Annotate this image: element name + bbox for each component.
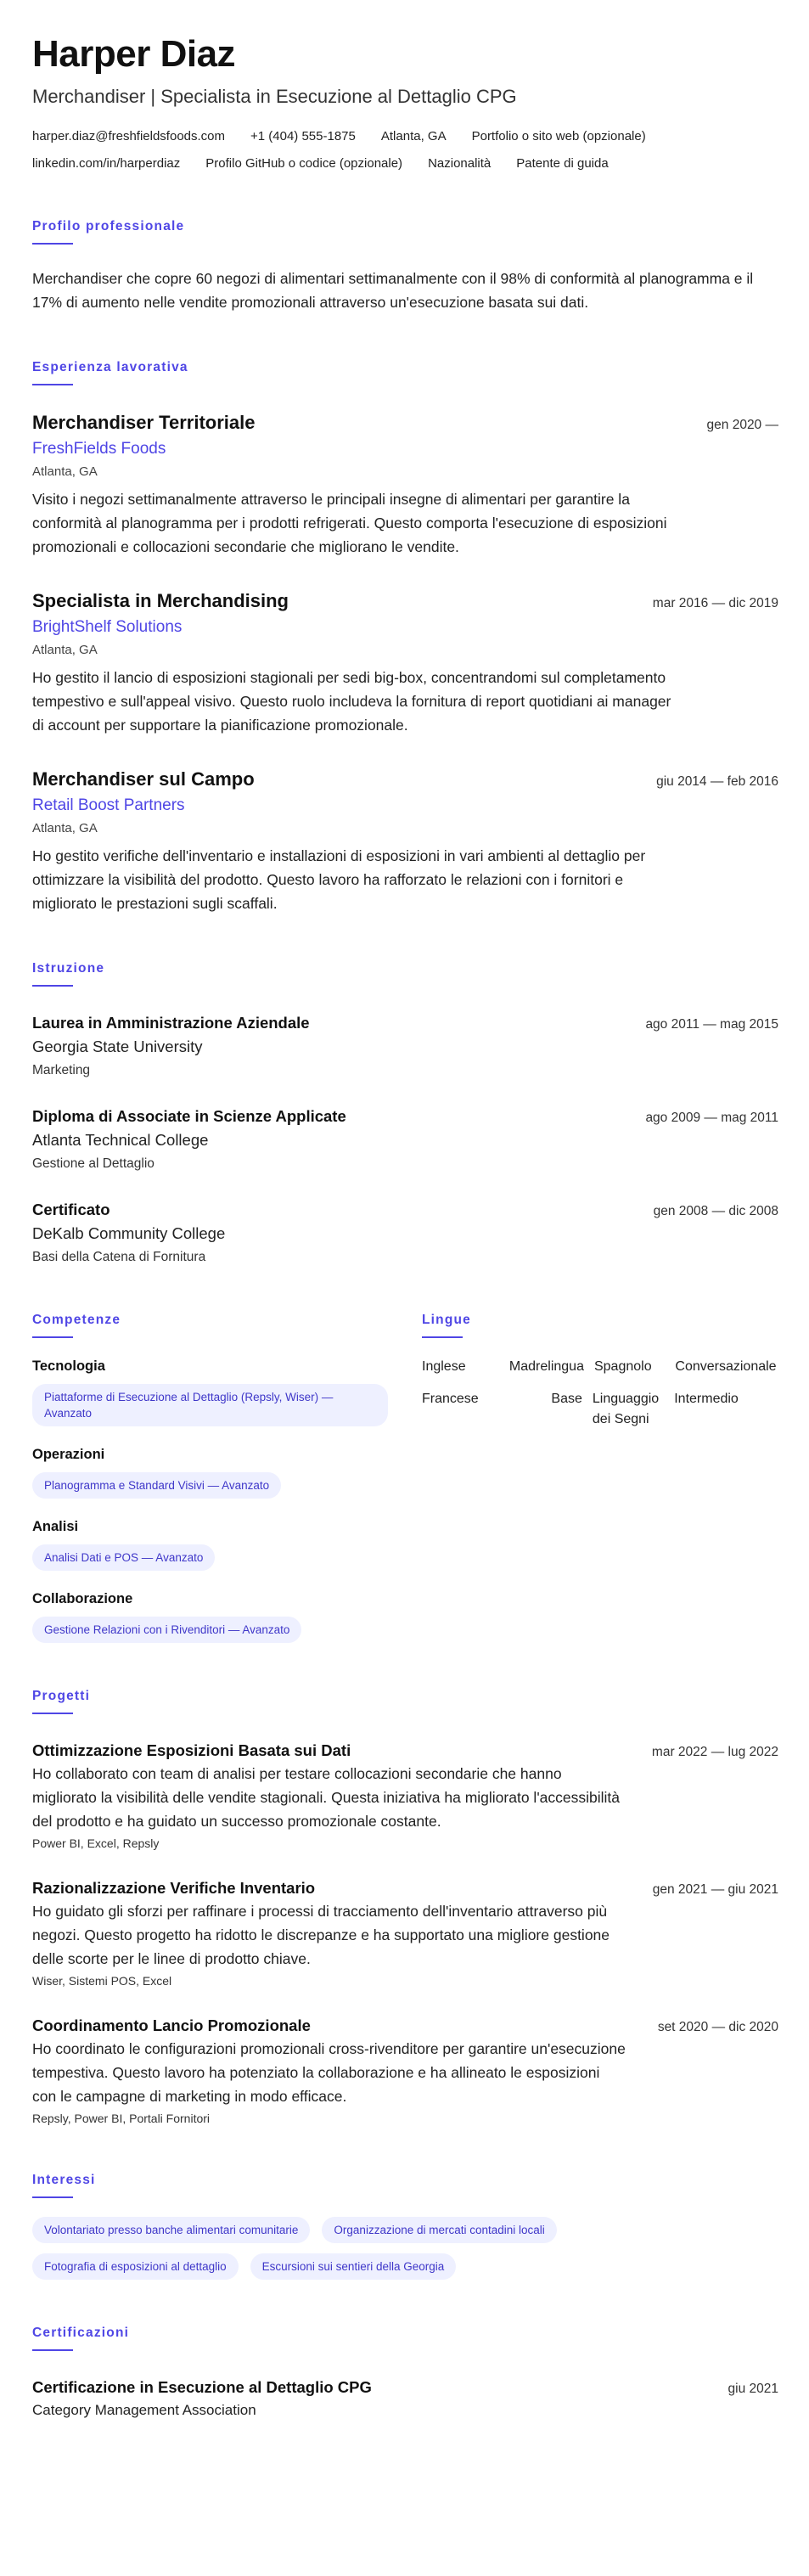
projects-section	[32, 1687, 778, 2127]
education-dates: gen 2008 — dic 2008	[653, 1204, 778, 1218]
skills-section	[32, 1311, 388, 1643]
skill-category: Analisi	[32, 1519, 79, 1534]
project-tools: Power BI, Excel, Repsly	[32, 1836, 160, 1850]
project-item	[32, 1740, 778, 1852]
field-of-study: Basi della Catena di Fornitura	[32, 1250, 206, 1264]
skill-group	[32, 1445, 388, 1499]
job-location: Atlanta, GA	[32, 464, 98, 479]
project-description: Ho collaborato con team di analisi per testare collocazioni secondarie che hanno migliorato la visibilità delle vendite stagionali. Questa iniziativa ha migliorato l'accessibilità del prodotto e ha guidato un successo promozionale costante.	[32, 1765, 621, 1830]
education-dates: ago 2009 — mag 2011	[645, 1111, 778, 1125]
skill-chip: Piattaforme di Esecuzione al Dettaglio (Repsly, Wiser) — Avanzato	[32, 1384, 388, 1426]
interest-list	[32, 2217, 643, 2280]
job-location: Atlanta, GA	[32, 821, 98, 835]
certification-name: Certificazione in Esecuzione al Dettaglio CPG	[32, 2378, 372, 2396]
section-title: Competenze	[32, 1313, 121, 1327]
company-name: FreshFields Foods	[32, 440, 166, 458]
section-divider	[32, 1336, 73, 1338]
language-level: Base	[551, 1392, 582, 1406]
certification-date: giu 2021	[728, 2382, 778, 2396]
section-divider	[32, 1713, 73, 1714]
project-title: Ottimizzazione Esposizioni Basata sui Dati	[32, 1741, 351, 1759]
job-dates: mar 2016 — dic 2019	[652, 596, 778, 610]
contact-phone[interactable]: +1 (404) 555-1875	[250, 129, 356, 143]
company-name: BrightShelf Solutions	[32, 618, 183, 636]
language-row	[422, 1389, 778, 1430]
skill-chip: Analisi Dati e POS — Avanzato	[32, 1544, 215, 1571]
section-divider	[32, 2349, 73, 2351]
experience-item	[32, 589, 778, 737]
school-name: Atlanta Technical College	[32, 1131, 209, 1149]
job-title: Specialista in Merchandising	[32, 590, 289, 611]
skill-category: Tecnologia	[32, 1358, 105, 1374]
job-location: Atlanta, GA	[32, 643, 98, 657]
education-dates: ago 2011 — mag 2015	[645, 1017, 778, 1032]
education-item	[32, 1012, 778, 1080]
school-name: DeKalb Community College	[32, 1224, 226, 1242]
experience-item	[32, 411, 778, 559]
contact-driving-license: Patente di guida	[516, 156, 609, 171]
company-name: Retail Boost Partners	[32, 796, 185, 814]
candidate-name: Harper Diaz	[32, 33, 236, 75]
interest-chip: Volontariato presso banche alimentari comunitarie	[32, 2217, 310, 2243]
interest-chip: Escursioni sui sentieri della Georgia	[250, 2253, 457, 2280]
section-title: Profilo professionale	[32, 219, 185, 233]
contact-list	[32, 127, 778, 173]
section-title: Lingue	[422, 1313, 471, 1327]
job-title: Merchandiser sul Campo	[32, 768, 255, 790]
skill-category: Operazioni	[32, 1447, 105, 1462]
skill-group	[32, 1589, 388, 1643]
section-title: Interessi	[32, 2173, 96, 2187]
skill-group	[32, 1517, 388, 1571]
school-name: Georgia State University	[32, 1038, 203, 1055]
project-description: Ho guidato gli sforzi per raffinare i processi di tracciamento dell'inventario attraverso più negozi. Questo progetto ha ridotto le discrepanze e ha supportato una migliore gestione delle scorte per le linee di prodotto chiave.	[32, 1903, 610, 1967]
job-dates: giu 2014 — feb 2016	[656, 774, 778, 789]
project-dates: set 2020 — dic 2020	[657, 2020, 778, 2034]
language-name: Spagnolo	[593, 1359, 652, 1374]
project-tools: Wiser, Sistemi POS, Excel	[32, 1974, 172, 1988]
project-item	[32, 2015, 778, 2127]
project-item	[32, 1877, 778, 1989]
degree-name: Laurea in Amministrazione Aziendale	[32, 1014, 310, 1032]
project-dates: mar 2022 — lug 2022	[651, 1745, 778, 1759]
skill-chip: Gestione Relazioni con i Rivenditori — Avanzato	[32, 1617, 301, 1643]
job-description: Ho gestito il lancio di esposizioni stagionali per sedi big-box, concentrandomi sul completamento tempestivo e sull'appeal visivo. Questo ruolo includeva la fornitura di report quotidiani ai manager di account per supportare la pianificazione promozionale.	[32, 669, 671, 734]
certification-item	[32, 2376, 778, 2421]
skill-group	[32, 1357, 388, 1426]
language-name: Francese	[422, 1392, 479, 1406]
section-divider	[422, 1336, 463, 1338]
section-divider	[32, 243, 73, 245]
skill-chip: Planogramma e Standard Visivi — Avanzato	[32, 1472, 281, 1499]
section-title: Progetti	[32, 1689, 91, 1703]
contact-nationality: Nazionalità	[428, 156, 492, 171]
certifications-section	[32, 2324, 778, 2421]
contact-location: Atlanta, GA	[380, 129, 447, 143]
experience-item	[32, 768, 778, 915]
candidate-headline: Merchandiser | Specialista in Esecuzione al Dettaglio CPG	[32, 86, 517, 107]
summary-section	[32, 217, 778, 314]
project-title: Razionalizzazione Verifiche Inventario	[32, 1879, 316, 1897]
education-item	[32, 1105, 778, 1173]
job-title: Merchandiser Territoriale	[32, 412, 256, 433]
experience-section	[32, 358, 778, 915]
resume-header	[32, 32, 778, 173]
project-description: Ho coordinato le configurazioni promozionali cross-rivenditore per garantire un'esecuzione tempestiva. Questo lavoro ha potenziato la collaborazione e ha allineato le esposizioni con le campagne di marketing in modo efficace.	[32, 2040, 626, 2105]
contact-linkedin[interactable]: linkedin.com/in/harperdiaz	[32, 156, 181, 171]
section-divider	[32, 384, 73, 385]
language-level: Madrelingua	[508, 1359, 584, 1374]
education-item	[32, 1199, 778, 1267]
education-section	[32, 959, 778, 1267]
languages-section	[422, 1311, 778, 1643]
section-divider	[32, 2196, 73, 2198]
interest-chip: Fotografia di esposizioni al dettaglio	[32, 2253, 239, 2280]
contact-email[interactable]: harper.diaz@freshfieldsfoods.com	[32, 129, 226, 143]
project-tools: Repsly, Power BI, Portali Fornitori	[32, 2112, 211, 2125]
project-title: Coordinamento Lancio Promozionale	[32, 2016, 311, 2034]
field-of-study: Marketing	[32, 1063, 91, 1077]
job-dates: gen 2020 —	[706, 418, 778, 432]
job-description: Visito i negozi settimanalmente attraverso le principali insegne di alimentari per garantire la conformità al planogramma per i prodotti refrigerati. Questo comporta l'esecuzione di esposizioni promozionali e collocazioni secondarie che migliorano le vendite.	[32, 491, 667, 555]
section-title: Certificazioni	[32, 2326, 130, 2340]
degree-name: Diploma di Associate in Scienze Applicate	[32, 1107, 346, 1125]
summary-text: Merchandiser che copre 60 negozi di alimentari settimanalmente con il 98% di conformità al planogramma e il 17% di aumento nelle vendite promozionali attraverso un'esecuzione basata sui dati.	[32, 270, 754, 311]
skills-languages-row	[32, 1311, 778, 1643]
section-title: Esperienza lavorativa	[32, 360, 188, 374]
language-name: Linguaggio dei Segni	[592, 1392, 660, 1426]
job-description: Ho gestito verifiche dell'inventario e installazioni di esposizioni in vari ambienti al dettaglio per ottimizzare la visibilità del prodotto. Questo lavoro ha rafforzato le relazioni con i fornitori e migliorato le prestazioni sugli scaffali.	[32, 847, 646, 912]
skill-category: Collaborazione	[32, 1591, 133, 1606]
section-divider	[32, 985, 73, 987]
section-title: Istruzione	[32, 961, 105, 976]
field-of-study: Gestione al Dettaglio	[32, 1156, 154, 1171]
project-dates: gen 2021 — giu 2021	[652, 1882, 778, 1897]
interests-section	[32, 2171, 778, 2280]
degree-name: Certificato	[32, 1201, 110, 1218]
language-name: Inglese	[422, 1359, 466, 1374]
language-row	[422, 1357, 778, 1377]
language-level: Conversazionale	[675, 1359, 777, 1374]
contact-github[interactable]: Profilo GitHub o codice (opzionale)	[205, 156, 403, 171]
interest-chip: Organizzazione di mercati contadini locali	[322, 2217, 556, 2243]
certification-issuer: Category Management Association	[32, 2402, 256, 2418]
contact-portfolio[interactable]: Portfolio o sito web (opzionale)	[471, 129, 646, 143]
language-level: Intermedio	[674, 1392, 739, 1406]
